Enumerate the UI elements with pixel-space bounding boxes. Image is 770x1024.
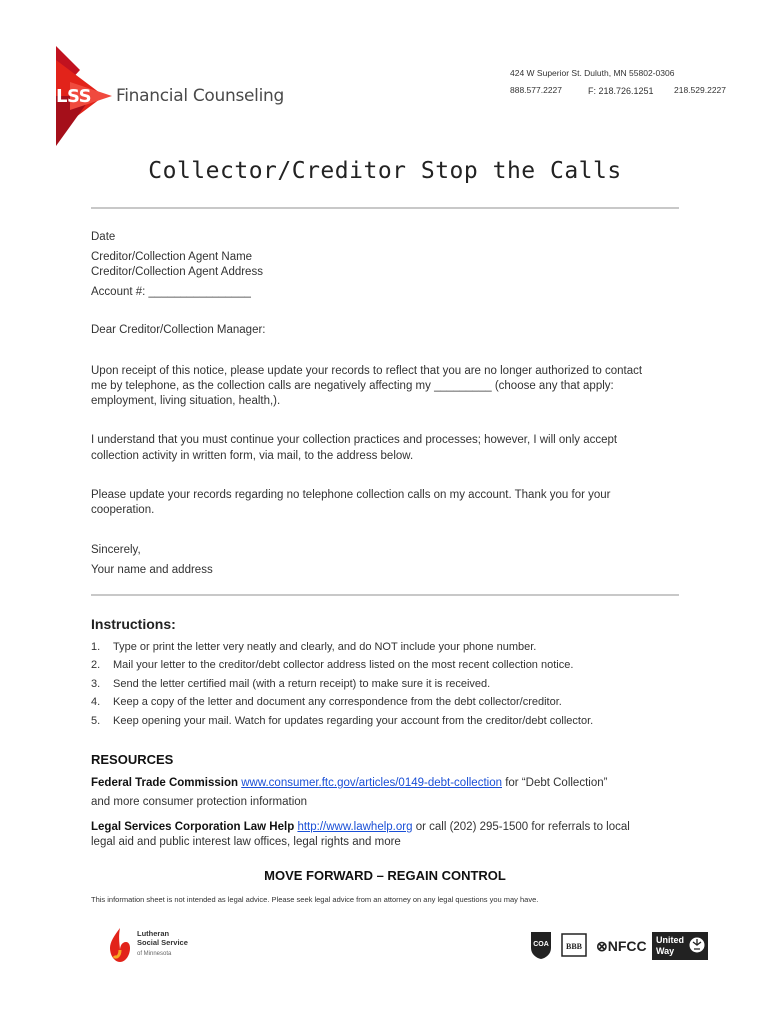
letter-divider — [91, 594, 679, 596]
list-number: 2. — [91, 659, 101, 671]
org-phone-2: 218.529.2227 — [674, 85, 726, 95]
lutheran-social-service-logo-icon — [106, 926, 134, 964]
lutheran-logo-text — [137, 929, 188, 947]
letter-paragraph-3-line-2: cooperation. — [91, 504, 155, 516]
bbb-accredited-logo-icon — [560, 932, 588, 958]
list-text: Keep opening your mail. Watch for updates regarding your account from the creditor/debt collector. — [113, 715, 594, 727]
lsc-name: Legal Services Corporation Law Help — [91, 821, 295, 833]
list-number: 5. — [91, 715, 101, 727]
letter-closing: Sincerely, — [91, 544, 141, 556]
coa-label: COA — [533, 941, 549, 948]
letter-paragraph-3-line-1: Please update your records regarding no telephone collection calls on my account. Thank you for your — [91, 489, 611, 501]
lutheran-line-1: Lutheran — [137, 929, 170, 938]
lsc-resource-line-2: legal aid and public interest law offices, legal rights and more — [91, 836, 401, 848]
org-fax: F: 218.726.1251 — [588, 86, 654, 96]
ftc-resource-line-2: and more consumer protection information — [91, 796, 308, 808]
letter-date: Date — [91, 231, 116, 243]
letter-signature: Your name and address — [91, 564, 213, 576]
lutheran-line-3: of Minnesota — [137, 951, 172, 957]
letter-agent-name: Creditor/Collection Agent Name — [91, 251, 253, 263]
list-item — [91, 696, 562, 708]
coa-accreditation-logo-icon — [528, 930, 554, 960]
nfcc-label: NFCC — [607, 938, 647, 954]
resources-heading: RESOURCES — [91, 752, 174, 767]
united-way-line-1: United — [656, 935, 684, 945]
page-title: Collector/Creditor Stop the Calls — [148, 158, 622, 184]
ftc-description: for “Debt Collection” — [502, 777, 608, 789]
letter-paragraph-1-line-3: employment, living situation, health,). — [91, 395, 281, 407]
letter-account: Account #: ________________ — [91, 286, 251, 298]
lsc-link[interactable]: http://www.lawhelp.org — [297, 821, 413, 833]
nfcc-logo: ⊗NFCC — [596, 938, 647, 954]
letter-paragraph-1-line-1: Upon receipt of this notice, please update your records to reflect that you are no longer authorized to contact — [91, 365, 643, 377]
list-text: Type or print the letter very neatly and clearly, and do NOT include your phone number. — [113, 641, 537, 653]
ftc-resource-line-1 — [91, 777, 607, 789]
list-item — [91, 659, 573, 671]
list-text: Keep a copy of the letter and document any correspondence from the debt collector/creditor. — [113, 696, 562, 708]
letter-paragraph-2-line-1: I understand that you must continue your collection practices and processes; however, I will only accept — [91, 434, 618, 446]
list-number: 4. — [91, 696, 101, 708]
list-number: 3. — [91, 678, 101, 690]
logo-name: Financial Counseling — [116, 86, 284, 106]
list-text: Mail your letter to the creditor/debt collector address listed on the most recent collection notice. — [113, 659, 574, 671]
ftc-name: Federal Trade Commission — [91, 777, 238, 789]
list-number: 1. — [91, 641, 101, 653]
list-item — [91, 678, 490, 690]
title-divider — [91, 207, 679, 209]
list-item — [91, 715, 593, 727]
lsc-description: or call (202) 295-1500 for referrals to local — [412, 821, 630, 833]
bbb-label: BBB — [565, 942, 583, 951]
org-address: 424 W Superior St. Duluth, MN 55802-0306 — [510, 68, 675, 78]
lutheran-line-2: Social Service — [137, 938, 188, 947]
tagline: MOVE FORWARD – REGAIN CONTROL — [264, 868, 506, 883]
letter-agent-address: Creditor/Collection Agent Address — [91, 266, 263, 278]
letter-paragraph-1-line-2: me by telephone, as the collection calls are negatively affecting my _________ (choose any that apply: — [91, 380, 614, 392]
united-way-hand-icon — [688, 936, 706, 954]
ftc-link[interactable]: www.consumer.ftc.gov/articles/0149-debt-collection — [241, 777, 502, 789]
org-phone-1: 888.577.2227 — [510, 85, 562, 95]
disclaimer: This information sheet is not intended as legal advice. Please seek legal advice from an attorney on any legal questions you may have. — [91, 895, 539, 904]
instructions-heading: Instructions: — [91, 616, 176, 632]
united-way-line-2: Way — [656, 946, 675, 956]
lsc-resource-line-1 — [91, 821, 630, 833]
list-text: Send the letter certified mail (with a return receipt) to make sure it is received. — [113, 678, 491, 690]
letter-paragraph-2-line-2: collection activity in written form, via mail, to the address below. — [91, 450, 414, 462]
logo-brand: LSS — [56, 86, 92, 107]
list-item — [91, 641, 536, 653]
letter-salutation: Dear Creditor/Collection Manager: — [91, 324, 266, 336]
